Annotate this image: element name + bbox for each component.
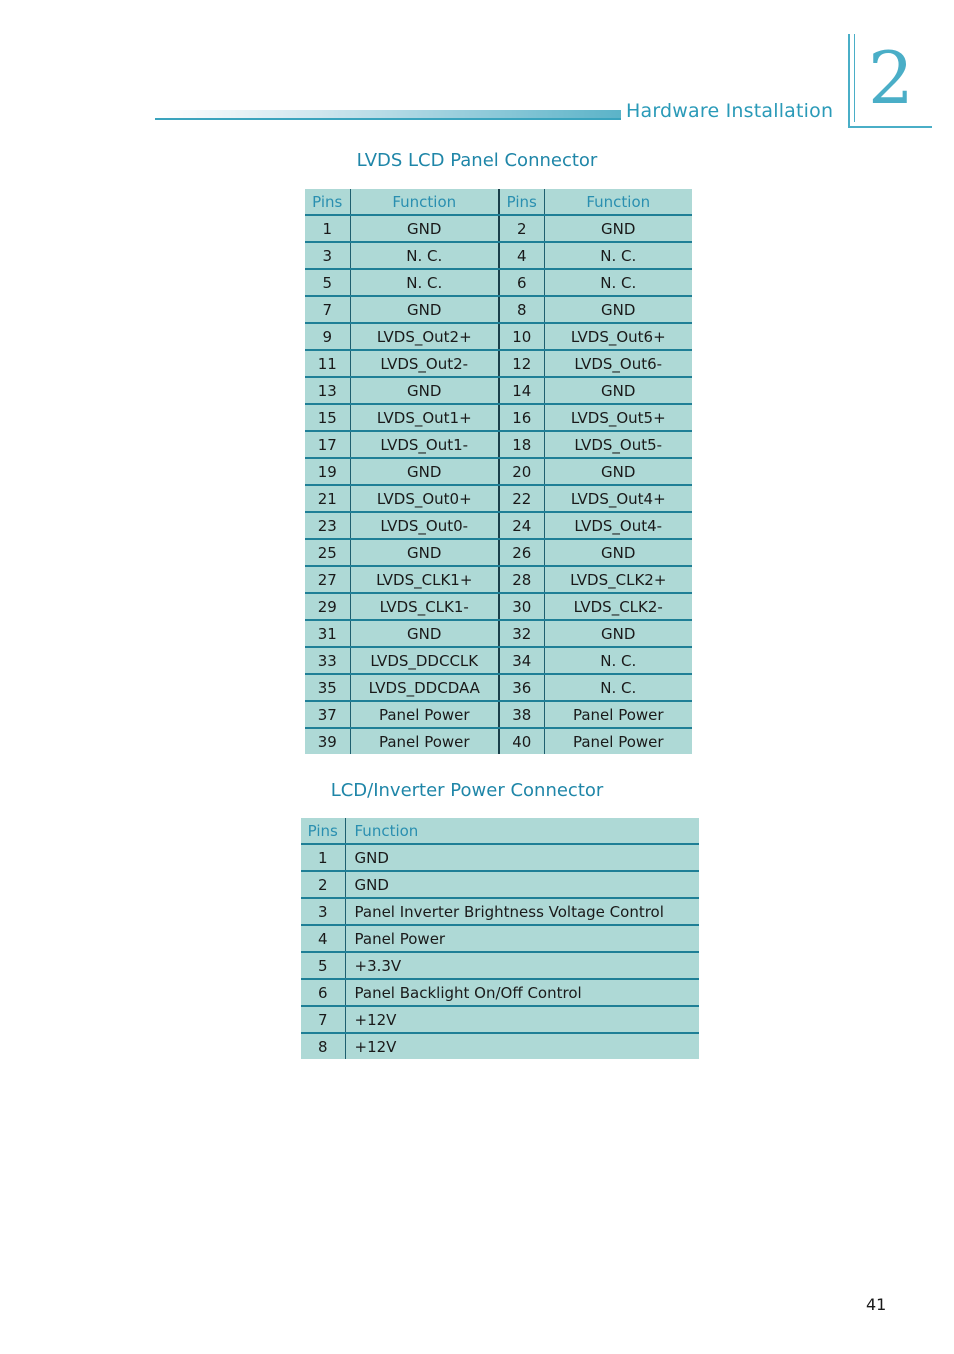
table-row — [305, 566, 692, 593]
table-row — [301, 898, 699, 925]
function-cell: GND — [350, 539, 499, 566]
function-cell: LVDS_Out6+ — [544, 323, 692, 350]
pin-number-cell: 28 — [499, 566, 544, 593]
function-cell: GND — [350, 296, 499, 323]
pin-number-cell: 2 — [301, 871, 345, 898]
inverter-pin-table — [301, 818, 699, 1059]
section-title: Hardware Installation — [626, 100, 834, 122]
pin-number-cell: 12 — [499, 350, 544, 377]
table-row — [301, 871, 699, 898]
table-row — [305, 404, 692, 431]
pin-number-cell: 2 — [499, 215, 544, 242]
pin-number-cell: 27 — [305, 566, 350, 593]
function-cell: GND — [345, 844, 699, 871]
function-cell: GND — [350, 458, 499, 485]
function-cell: N. C. — [544, 269, 692, 296]
pin-number-cell: 31 — [305, 620, 350, 647]
function-cell: LVDS_Out1- — [350, 431, 499, 458]
pin-number-cell: 24 — [499, 512, 544, 539]
pin-number-cell: 18 — [499, 431, 544, 458]
function-cell: LVDS_Out0+ — [350, 485, 499, 512]
pin-number-cell: 1 — [301, 844, 345, 871]
table-row — [301, 925, 699, 952]
column-header-pins: Pins — [305, 189, 350, 215]
pin-number-cell: 6 — [301, 979, 345, 1006]
table-row — [305, 647, 692, 674]
function-cell: N. C. — [350, 269, 499, 296]
function-cell: N. C. — [544, 242, 692, 269]
chapter-number: 2 — [868, 36, 914, 120]
function-cell: LVDS_Out0- — [350, 512, 499, 539]
pin-number-cell: 23 — [305, 512, 350, 539]
function-cell: GND — [544, 620, 692, 647]
table-row — [301, 844, 699, 871]
function-cell: GND — [350, 377, 499, 404]
function-cell: LVDS_CLK1- — [350, 593, 499, 620]
table-row — [305, 674, 692, 701]
function-cell: GND — [350, 620, 499, 647]
function-cell: LVDS_CLK2- — [544, 593, 692, 620]
column-header-pins: Pins — [301, 818, 345, 844]
pin-number-cell: 36 — [499, 674, 544, 701]
table-row — [305, 431, 692, 458]
function-cell: Panel Power — [544, 701, 692, 728]
column-header-function: Function — [544, 189, 692, 215]
function-cell: Panel Power — [350, 701, 499, 728]
table-row — [301, 1033, 699, 1059]
lvds-table-title: LVDS LCD Panel Connector — [356, 150, 598, 171]
pin-number-cell: 26 — [499, 539, 544, 566]
pin-number-cell: 5 — [301, 952, 345, 979]
table-row — [305, 350, 692, 377]
function-cell: N. C. — [544, 647, 692, 674]
pin-number-cell: 35 — [305, 674, 350, 701]
function-cell: +12V — [354, 1037, 397, 1056]
pin-number-cell: 19 — [305, 458, 350, 485]
column-header-function: Function — [345, 818, 699, 844]
pin-number-cell: 3 — [301, 898, 345, 925]
column-header-pins: Pins — [499, 189, 544, 215]
table-row — [305, 512, 692, 539]
table-row — [301, 979, 699, 1006]
pin-number-cell: 39 — [305, 728, 350, 754]
pin-number-cell: 7 — [301, 1006, 345, 1033]
table-row — [305, 701, 692, 728]
function-cell: LVDS_Out6- — [544, 350, 692, 377]
function-cell: LVDS_CLK2+ — [544, 566, 692, 593]
function-cell: GND — [544, 539, 692, 566]
page-number: 41 — [866, 1295, 887, 1314]
table-row — [305, 458, 692, 485]
lvds-pin-table — [305, 189, 692, 754]
pin-number-cell: 34 — [499, 647, 544, 674]
pin-number-cell: 3 — [305, 242, 350, 269]
table-row — [305, 728, 692, 754]
function-cell: +3.3V — [345, 952, 699, 979]
function-cell: +12V — [345, 1006, 699, 1033]
function-cell: LVDS_Out1+ — [350, 404, 499, 431]
pin-number-cell: 37 — [305, 701, 350, 728]
function-cell: LVDS_Out5- — [544, 431, 692, 458]
pin-number-cell: 8 — [499, 296, 544, 323]
pin-number-cell: 13 — [305, 377, 350, 404]
function-cell: GND — [350, 215, 499, 242]
pin-number-cell: 33 — [305, 647, 350, 674]
pin-number-cell: 17 — [305, 431, 350, 458]
function-cell: LVDS_Out4- — [544, 512, 692, 539]
function-cell: GND — [544, 377, 692, 404]
pin-number-cell: 14 — [499, 377, 544, 404]
table-row — [305, 620, 692, 647]
table-row — [305, 539, 692, 566]
table-row — [305, 377, 692, 404]
function-cell: Panel Power — [572, 732, 664, 751]
table-header-row — [301, 818, 699, 844]
table-row — [305, 593, 692, 620]
function-cell: Panel Backlight On/Off Control — [345, 979, 699, 1006]
function-cell: N. C. — [350, 242, 499, 269]
pin-number-cell: 16 — [499, 404, 544, 431]
pin-number-cell: 4 — [301, 925, 345, 952]
pin-number-cell: 15 — [305, 404, 350, 431]
function-cell: LVDS_Out2+ — [350, 323, 499, 350]
inverter-table-title: LCD/Inverter Power Connector — [330, 780, 604, 801]
pin-number-cell: 25 — [305, 539, 350, 566]
table-row — [305, 215, 692, 242]
function-cell: LVDS_DDCCLK — [350, 647, 499, 674]
table-row — [301, 1006, 699, 1033]
pin-number-cell: 9 — [305, 323, 350, 350]
function-cell: LVDS_Out2- — [350, 350, 499, 377]
function-cell: GND — [544, 458, 692, 485]
function-cell: LVDS_Out4+ — [544, 485, 692, 512]
function-cell: N. C. — [544, 674, 692, 701]
table-row — [305, 242, 692, 269]
function-cell: Panel Power — [345, 925, 699, 952]
header-gradient-bar — [155, 110, 621, 120]
function-cell: LVDS_DDCDAA — [350, 674, 499, 701]
function-cell: Panel Power — [350, 728, 499, 754]
pin-number-cell: 11 — [305, 350, 350, 377]
function-cell: GND — [544, 215, 692, 242]
pin-number-cell: 29 — [305, 593, 350, 620]
pin-number-cell: 7 — [305, 296, 350, 323]
table-row — [305, 485, 692, 512]
table-row — [305, 269, 692, 296]
function-cell: LVDS_CLK1+ — [350, 566, 499, 593]
function-cell: Panel Inverter Brightness Voltage Control — [345, 898, 699, 925]
pin-number-cell: 5 — [305, 269, 350, 296]
pin-number-cell: 10 — [499, 323, 544, 350]
pin-number-cell: 22 — [499, 485, 544, 512]
function-cell: GND — [544, 296, 692, 323]
pin-number-cell: 1 — [305, 215, 350, 242]
pin-number-cell: 6 — [499, 269, 544, 296]
pin-number-cell: 4 — [499, 242, 544, 269]
table-row — [305, 323, 692, 350]
pin-number-cell: 20 — [499, 458, 544, 485]
pin-number-cell: 38 — [499, 701, 544, 728]
column-header-function: Function — [350, 189, 499, 215]
table-header-row — [305, 189, 692, 215]
pin-number-cell: 21 — [305, 485, 350, 512]
function-cell: LVDS_Out5+ — [544, 404, 692, 431]
pin-number-cell: 30 — [499, 593, 544, 620]
pin-number-cell: 8 — [301, 1033, 345, 1059]
pin-number-cell: 40 — [499, 728, 544, 754]
function-cell: GND — [345, 871, 699, 898]
table-row — [305, 296, 692, 323]
pin-number-cell: 32 — [499, 620, 544, 647]
table-row — [301, 952, 699, 979]
